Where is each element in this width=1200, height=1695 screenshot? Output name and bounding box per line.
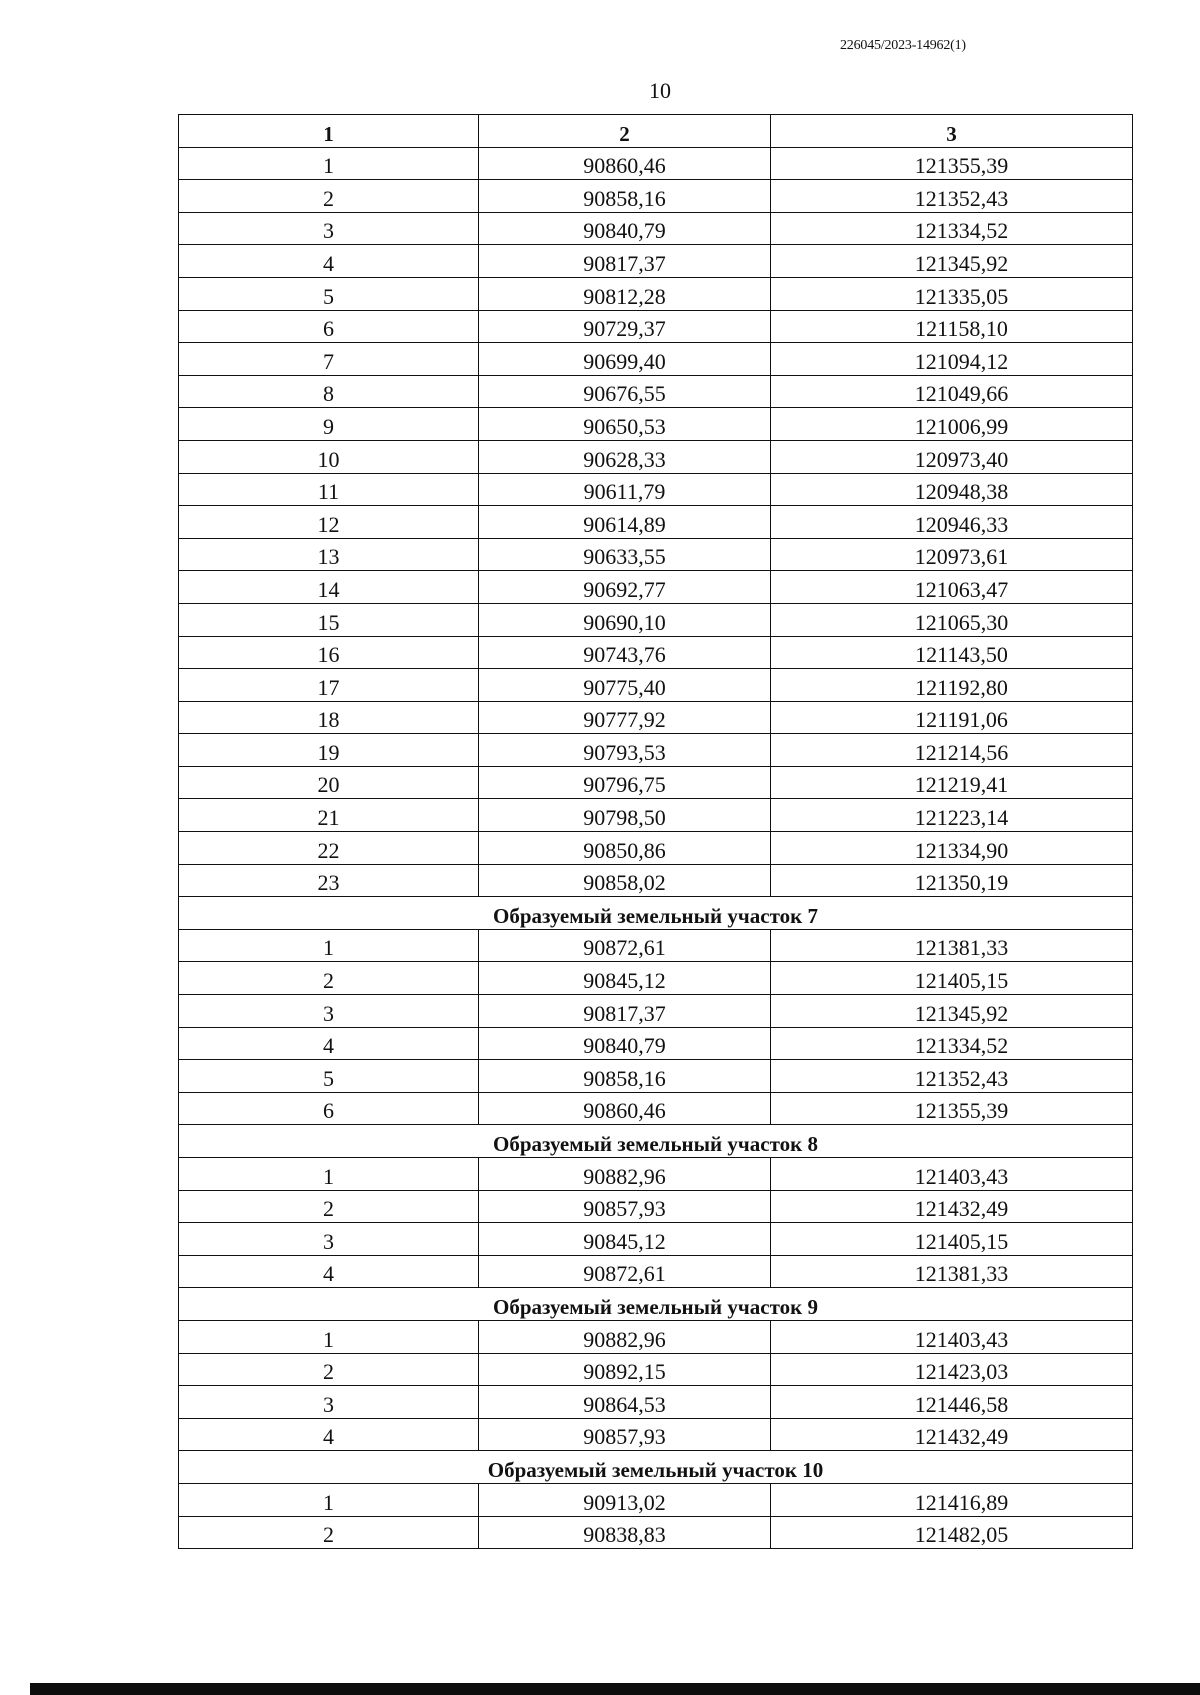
scan-edge-bar [30, 1683, 1200, 1695]
x-coordinate-cell: 90860,46 [479, 1092, 771, 1125]
y-coordinate-cell: 121345,92 [771, 995, 1133, 1028]
point-number-cell: 5 [179, 1060, 479, 1093]
table-row [179, 832, 1133, 865]
point-number-cell: 1 [179, 1483, 479, 1516]
point-number-cell: 1 [179, 1158, 479, 1191]
y-coordinate-cell: 121432,49 [771, 1190, 1133, 1223]
x-coordinate-cell: 90858,16 [479, 180, 771, 213]
table-row [179, 962, 1133, 995]
table-row [179, 343, 1133, 376]
y-coordinate-cell: 121482,05 [771, 1516, 1133, 1549]
table-row [179, 995, 1133, 1028]
x-coordinate-cell: 90845,12 [479, 1223, 771, 1256]
page-number: 10 [649, 78, 671, 103]
coordinates-table [178, 114, 1133, 1549]
point-number-cell: 19 [179, 734, 479, 767]
x-coordinate-cell: 90850,86 [479, 832, 771, 865]
column-header-2: 2 [479, 115, 771, 148]
table-row [179, 799, 1133, 832]
x-coordinate-cell: 90633,55 [479, 538, 771, 571]
x-coordinate-cell: 90872,61 [479, 929, 771, 962]
table-row [179, 440, 1133, 473]
y-coordinate-cell: 121065,30 [771, 603, 1133, 636]
table-row [179, 1190, 1133, 1223]
y-coordinate-cell: 121352,43 [771, 1060, 1133, 1093]
table-header [179, 115, 1133, 148]
point-number-cell: 17 [179, 669, 479, 702]
y-coordinate-cell: 121355,39 [771, 147, 1133, 180]
table-row [179, 1353, 1133, 1386]
y-coordinate-cell: 121355,39 [771, 1092, 1133, 1125]
y-coordinate-cell: 120973,40 [771, 440, 1133, 473]
y-coordinate-cell: 121049,66 [771, 375, 1133, 408]
y-coordinate-cell: 121094,12 [771, 343, 1133, 376]
point-number-cell: 4 [179, 1255, 479, 1288]
table-row [179, 310, 1133, 343]
y-coordinate-cell: 121219,41 [771, 766, 1133, 799]
y-coordinate-cell: 121432,49 [771, 1418, 1133, 1451]
x-coordinate-cell: 90650,53 [479, 408, 771, 441]
point-number-cell: 20 [179, 766, 479, 799]
point-number-cell: 8 [179, 375, 479, 408]
table-row [179, 669, 1133, 702]
y-coordinate-cell: 121158,10 [771, 310, 1133, 343]
y-coordinate-cell: 121446,58 [771, 1386, 1133, 1419]
point-number-cell: 4 [179, 1027, 479, 1060]
x-coordinate-cell: 90858,16 [479, 1060, 771, 1093]
x-coordinate-cell: 90882,96 [479, 1320, 771, 1353]
table-row [179, 571, 1133, 604]
x-coordinate-cell: 90913,02 [479, 1483, 771, 1516]
table-row [179, 147, 1133, 180]
y-coordinate-cell: 121416,89 [771, 1483, 1133, 1516]
section-title: Образуемый земельный участок 7 [179, 897, 1133, 930]
y-coordinate-cell: 121223,14 [771, 799, 1133, 832]
x-coordinate-cell: 90840,79 [479, 1027, 771, 1060]
point-number-cell: 13 [179, 538, 479, 571]
y-coordinate-cell: 121191,06 [771, 701, 1133, 734]
point-number-cell: 2 [179, 962, 479, 995]
y-coordinate-cell: 121335,05 [771, 277, 1133, 310]
point-number-cell: 23 [179, 864, 479, 897]
table-row [179, 375, 1133, 408]
table-row [179, 929, 1133, 962]
y-coordinate-cell: 121063,47 [771, 571, 1133, 604]
x-coordinate-cell: 90676,55 [479, 375, 771, 408]
x-coordinate-cell: 90892,15 [479, 1353, 771, 1386]
x-coordinate-cell: 90777,92 [479, 701, 771, 734]
y-coordinate-cell: 121403,43 [771, 1158, 1133, 1191]
x-coordinate-cell: 90860,46 [479, 147, 771, 180]
point-number-cell: 6 [179, 1092, 479, 1125]
table-row [179, 766, 1133, 799]
table-row [179, 603, 1133, 636]
y-coordinate-cell: 121006,99 [771, 408, 1133, 441]
table-row [179, 1223, 1133, 1256]
y-coordinate-cell: 121405,15 [771, 962, 1133, 995]
table-row [179, 408, 1133, 441]
x-coordinate-cell: 90692,77 [479, 571, 771, 604]
x-coordinate-cell: 90699,40 [479, 343, 771, 376]
section-title: Образуемый земельный участок 9 [179, 1288, 1133, 1321]
point-number-cell: 2 [179, 1516, 479, 1549]
point-number-cell: 9 [179, 408, 479, 441]
table-row [179, 1255, 1133, 1288]
y-coordinate-cell: 121403,43 [771, 1320, 1133, 1353]
table-row [179, 734, 1133, 767]
y-coordinate-cell: 121381,33 [771, 929, 1133, 962]
y-coordinate-cell: 121345,92 [771, 245, 1133, 278]
section-row [179, 1451, 1133, 1484]
table-row [179, 636, 1133, 669]
table-row [179, 1418, 1133, 1451]
column-header-3: 3 [771, 115, 1133, 148]
y-coordinate-cell: 121405,15 [771, 1223, 1133, 1256]
x-coordinate-cell: 90775,40 [479, 669, 771, 702]
section-row [179, 1288, 1133, 1321]
table-row [179, 1027, 1133, 1060]
x-coordinate-cell: 90864,53 [479, 1386, 771, 1419]
table-row [179, 701, 1133, 734]
table-row [179, 245, 1133, 278]
y-coordinate-cell: 121334,52 [771, 212, 1133, 245]
column-header-1: 1 [179, 115, 479, 148]
point-number-cell: 2 [179, 1190, 479, 1223]
y-coordinate-cell: 120946,33 [771, 506, 1133, 539]
table-row [179, 1516, 1133, 1549]
x-coordinate-cell: 90796,75 [479, 766, 771, 799]
x-coordinate-cell: 90840,79 [479, 212, 771, 245]
point-number-cell: 6 [179, 310, 479, 343]
table-row [179, 1158, 1133, 1191]
point-number-cell: 22 [179, 832, 479, 865]
x-coordinate-cell: 90798,50 [479, 799, 771, 832]
table-row [179, 277, 1133, 310]
x-coordinate-cell: 90817,37 [479, 245, 771, 278]
point-number-cell: 16 [179, 636, 479, 669]
point-number-cell: 18 [179, 701, 479, 734]
x-coordinate-cell: 90857,93 [479, 1190, 771, 1223]
table-row [179, 538, 1133, 571]
y-coordinate-cell: 121334,52 [771, 1027, 1133, 1060]
y-coordinate-cell: 121350,19 [771, 864, 1133, 897]
x-coordinate-cell: 90872,61 [479, 1255, 771, 1288]
x-coordinate-cell: 90611,79 [479, 473, 771, 506]
x-coordinate-cell: 90812,28 [479, 277, 771, 310]
point-number-cell: 3 [179, 995, 479, 1028]
x-coordinate-cell: 90838,83 [479, 1516, 771, 1549]
document-reference: 226045/2023-14962(1) [840, 38, 966, 53]
x-coordinate-cell: 90743,76 [479, 636, 771, 669]
table-row [179, 506, 1133, 539]
x-coordinate-cell: 90817,37 [479, 995, 771, 1028]
point-number-cell: 3 [179, 1223, 479, 1256]
y-coordinate-cell: 121334,90 [771, 832, 1133, 865]
point-number-cell: 11 [179, 473, 479, 506]
table-row [179, 864, 1133, 897]
table-row [179, 1386, 1133, 1419]
y-coordinate-cell: 121143,50 [771, 636, 1133, 669]
section-row [179, 1125, 1133, 1158]
point-number-cell: 4 [179, 1418, 479, 1451]
y-coordinate-cell: 121352,43 [771, 180, 1133, 213]
table-row [179, 180, 1133, 213]
y-coordinate-cell: 121423,03 [771, 1353, 1133, 1386]
point-number-cell: 1 [179, 1320, 479, 1353]
table-row [179, 1483, 1133, 1516]
section-title: Образуемый земельный участок 8 [179, 1125, 1133, 1158]
point-number-cell: 7 [179, 343, 479, 376]
header-row [179, 115, 1133, 148]
point-number-cell: 15 [179, 603, 479, 636]
point-number-cell: 3 [179, 1386, 479, 1419]
point-number-cell: 21 [179, 799, 479, 832]
section-row [179, 897, 1133, 930]
point-number-cell: 1 [179, 929, 479, 962]
x-coordinate-cell: 90857,93 [479, 1418, 771, 1451]
x-coordinate-cell: 90729,37 [479, 310, 771, 343]
y-coordinate-cell: 121381,33 [771, 1255, 1133, 1288]
y-coordinate-cell: 121214,56 [771, 734, 1133, 767]
point-number-cell: 1 [179, 147, 479, 180]
point-number-cell: 12 [179, 506, 479, 539]
point-number-cell: 2 [179, 180, 479, 213]
table-row [179, 473, 1133, 506]
section-title: Образуемый земельный участок 10 [179, 1451, 1133, 1484]
x-coordinate-cell: 90845,12 [479, 962, 771, 995]
y-coordinate-cell: 121192,80 [771, 669, 1133, 702]
point-number-cell: 14 [179, 571, 479, 604]
y-coordinate-cell: 120948,38 [771, 473, 1133, 506]
x-coordinate-cell: 90858,02 [479, 864, 771, 897]
table-row [179, 1320, 1133, 1353]
x-coordinate-cell: 90882,96 [479, 1158, 771, 1191]
point-number-cell: 5 [179, 277, 479, 310]
x-coordinate-cell: 90628,33 [479, 440, 771, 473]
x-coordinate-cell: 90614,89 [479, 506, 771, 539]
x-coordinate-cell: 90793,53 [479, 734, 771, 767]
point-number-cell: 2 [179, 1353, 479, 1386]
x-coordinate-cell: 90690,10 [479, 603, 771, 636]
point-number-cell: 3 [179, 212, 479, 245]
table-body [179, 147, 1133, 1549]
point-number-cell: 10 [179, 440, 479, 473]
table-row [179, 212, 1133, 245]
point-number-cell: 4 [179, 245, 479, 278]
table-row [179, 1060, 1133, 1093]
y-coordinate-cell: 120973,61 [771, 538, 1133, 571]
table-row [179, 1092, 1133, 1125]
